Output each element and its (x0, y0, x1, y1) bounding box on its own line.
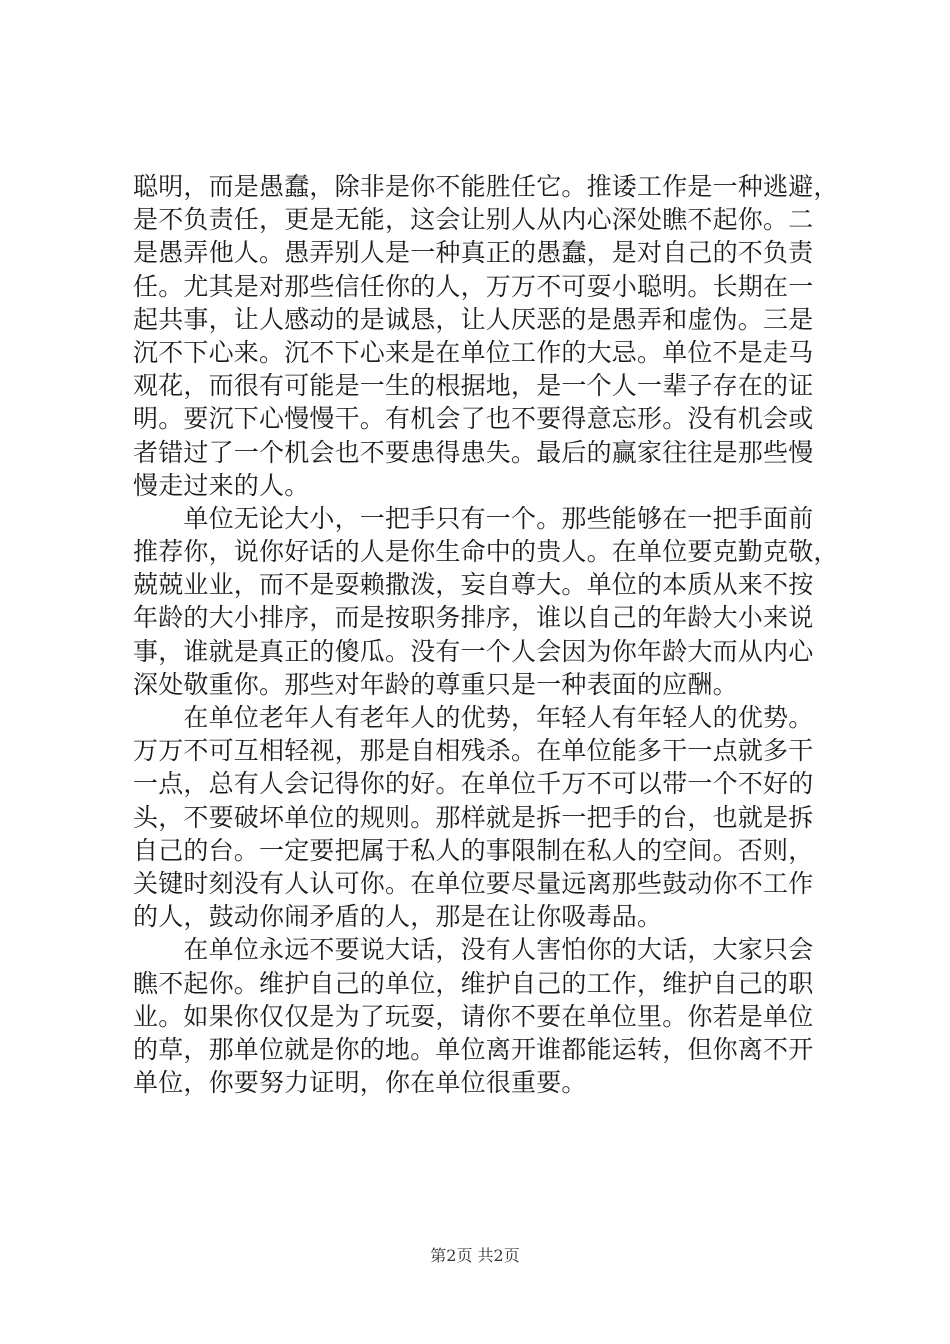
text-line: 一点，总有人会记得你的好。在单位千万不可以带一个不好的 (133, 769, 814, 799)
text-line: 单位，你要努力证明，你在单位很重要。 (133, 1068, 587, 1098)
text-line: 瞧不起你。维护自己的单位，维护自己的工作，维护自己的职 (133, 968, 814, 998)
text-line: 单位无论大小，一把手只有一个。那些能够在一把手面前 (133, 503, 814, 533)
text-line: 任。尤其是对那些信任你的人，万万不可耍小聪明。长期在一 (133, 271, 814, 301)
text-line: 明。要沉下心慢慢干。有机会了也不要得意忘形。没有机会或 (133, 404, 814, 434)
text-line: 事，谁就是真正的傻瓜。没有一个人会因为你年龄大而从内心 (133, 636, 814, 666)
text-line: 的人，鼓动你闹矛盾的人，那是在让你吸毒品。 (133, 902, 663, 932)
text-line: 关键时刻没有人认可你。在单位要尽量远离那些鼓动你不工作 (133, 868, 814, 898)
text-line: 者错过了一个机会也不要患得患失。最后的赢家往往是那些慢 (133, 437, 814, 467)
text-line: 沉不下心来。沉不下心来是在单位工作的大忌。单位不是走马 (133, 337, 814, 367)
text-line: 在单位永远不要说大话，没有人害怕你的大话，大家只会 (133, 935, 814, 965)
text-line: 万万不可互相轻视，那是自相残杀。在单位能多干一点就多干 (133, 736, 814, 766)
text-line: 头，不要破坏单位的规则。那样就是拆一把手的台，也就是拆 (133, 802, 814, 832)
text-line: 兢兢业业，而不是耍赖撒泼，妄自尊大。单位的本质从来不按 (133, 570, 814, 600)
page-footer: 第2页 共2页 (430, 1246, 520, 1265)
text-line: 年龄的大小排序，而是按职务排序，谁以自己的年龄大小来说 (133, 603, 814, 633)
text-line: 观花，而很有可能是一生的根据地，是一个人一辈子存在的证 (133, 371, 814, 401)
text-line: 是不负责任，更是无能，这会让别人从内心深处瞧不起你。二 (133, 205, 814, 235)
text-line: 推荐你，说你好话的人是你生命中的贵人。在单位要克勤克敬， (133, 537, 839, 567)
text-line: 自己的台。一定要把属于私人的事限制在私人的空间。否则， (133, 835, 814, 865)
text-line: 慢走过来的人。 (133, 470, 310, 500)
text-line: 深处敬重你。那些对年龄的尊重只是一种表面的应酬。 (133, 669, 738, 699)
text-line: 聪明，而是愚蠢，除非是你不能胜任它。推诿工作是一种逃避， (133, 172, 839, 201)
text-line: 是愚弄他人。愚弄别人是一种真正的愚蠢，是对自己的不负责 (133, 238, 814, 268)
text-line: 的草，那单位就是你的地。单位离开谁都能运转，但你离不开 (133, 1034, 814, 1064)
text-line: 业。如果你仅仅是为了玩耍，请你不要在单位里。你若是单位 (133, 1001, 814, 1031)
body-text (133, 170, 839, 1099)
text-line: 在单位老年人有老年人的优势，年轻人有年轻人的优势。 (133, 703, 814, 732)
text-line: 起共事，让人感动的是诚恳，让人厌恶的是愚弄和虚伪。三是 (133, 304, 814, 334)
